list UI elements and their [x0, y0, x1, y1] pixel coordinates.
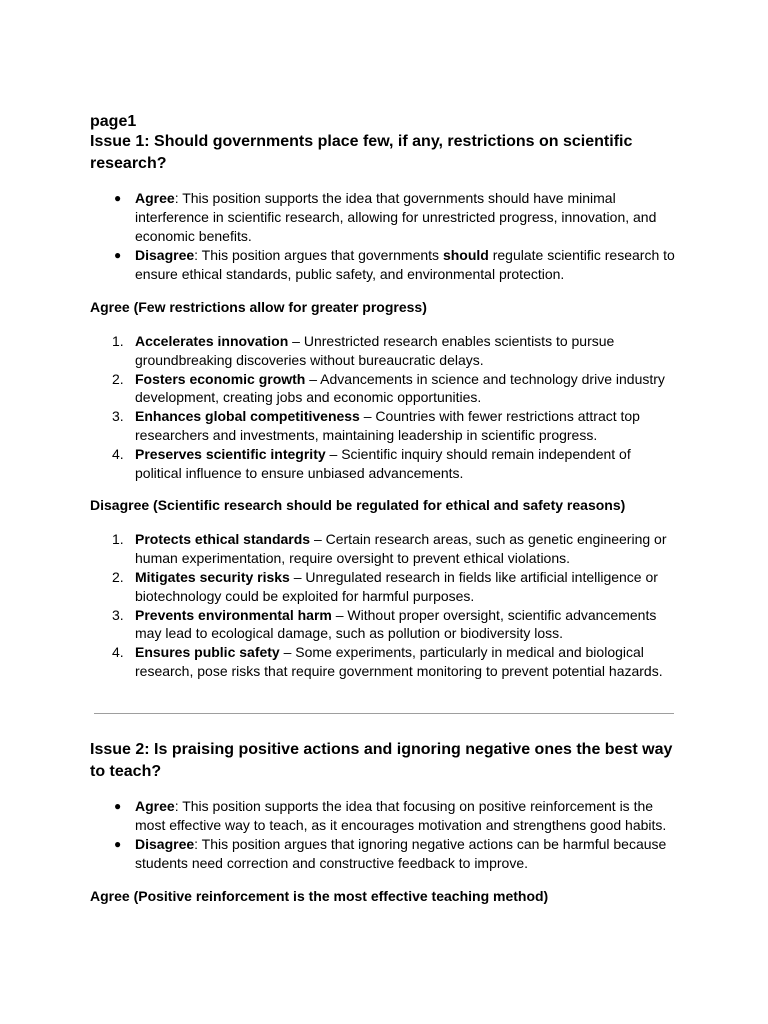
issue-2-section [90, 739, 680, 905]
point-text: – Unregulated research in fields like artificial intelligence or biotechnology could be exploited for harmful purposes. [135, 568, 658, 604]
point-title: Ensures public safety [135, 644, 280, 661]
bullet-icon: ● [114, 248, 122, 262]
point-title: Mitigates security risks [135, 568, 290, 585]
point-text: – Scientific inquiry should remain independent of political influence to ensure unbiased advancements. [135, 445, 631, 481]
issue-1-position-disagree [90, 246, 680, 284]
issue-1-agree-list [90, 332, 680, 482]
position-text: : This position argues that ignoring negative actions can be harmful because students need correction and constructive feedback to improve. [135, 836, 667, 871]
list-number: 1. [112, 531, 124, 548]
list-number: 3. [112, 606, 124, 623]
issue-1-title: Issue 1: Should governments place few, if any, restrictions on scientific research? [90, 133, 633, 172]
point-text: – Countries with fewer restrictions attract top researchers and investments, maintaining leadership in scientific progress. [135, 408, 640, 443]
list-item [90, 568, 680, 606]
list-number: 1. [112, 333, 124, 349]
position-text-end: regulate scientific research to ensure ethical standards, public safety, and environmental protection. [135, 247, 675, 282]
issue-2-position-disagree [90, 835, 680, 873]
position-text: : This position supports the idea that focusing on positive reinforcement is the most effective way to teach, as it encourages motivation and strengthens good habits. [135, 798, 667, 833]
list-number: 4. [112, 445, 124, 462]
position-text: : This position argues that governments [194, 247, 443, 263]
list-number: 2. [112, 568, 124, 585]
issue-1-disagree-heading: Disagree (Scientific research should be regulated for ethical and safety reasons) [90, 497, 626, 514]
point-text: – Unrestricted research enables scientists to pursue groundbreaking discoveries without bureaucratic delays. [135, 333, 615, 368]
position-label: Agree [135, 190, 175, 206]
point-title: Enhances global competitiveness [135, 408, 360, 425]
list-number: 3. [112, 408, 124, 425]
issue-2-position-agree [90, 797, 680, 835]
point-title: Fosters economic growth [135, 370, 306, 387]
section-divider [94, 713, 674, 714]
issue-1-positions [90, 189, 680, 284]
position-label: Agree [135, 798, 175, 814]
point-text: – Some experiments, particularly in medical and biological research, pose risks that require government monitoring to prevent potential hazards. [135, 644, 663, 679]
point-title: Accelerates innovation [135, 333, 289, 349]
point-title: Protects ethical standards [135, 531, 311, 548]
point-title: Preserves scientific integrity [135, 445, 326, 462]
document-page [90, 112, 680, 681]
issue-1-agree-heading: Agree (Few restrictions allow for greater progress) [90, 299, 427, 315]
position-label: Disagree [135, 247, 195, 263]
page-label: page1 [90, 113, 137, 130]
point-text: – Advancements in science and technology drive industry development, creating jobs and economic opportunities. [135, 370, 665, 406]
position-emphasis: should [442, 247, 489, 263]
issue-2-positions [90, 797, 680, 873]
point-text: – Without proper oversight, scientific advancements may lead to ecological damage, such as pollution or biodiversity loss. [135, 606, 657, 642]
list-number: 2. [112, 370, 124, 387]
list-item [90, 332, 680, 370]
list-item [90, 407, 680, 445]
issue-2-agree-heading: Agree (Positive reinforcement is the most effective teaching method) [90, 888, 549, 904]
position-label: Disagree [135, 836, 195, 852]
issue-1-position-agree [90, 189, 680, 246]
list-item [90, 606, 680, 644]
list-item [90, 370, 680, 408]
list-item [90, 445, 680, 483]
bullet-icon: ● [114, 191, 122, 205]
bullet-icon: ● [114, 837, 122, 851]
point-title: Prevents environmental harm [135, 606, 332, 623]
list-item [90, 530, 680, 568]
bullet-icon: ● [114, 799, 122, 813]
list-item [90, 643, 680, 681]
point-text: – Certain research areas, such as genetic engineering or human experimentation, require oversight to prevent ethical violations. [135, 531, 667, 567]
issue-2-title: Issue 2: Is praising positive actions and ignoring negative ones the best way to teach? [90, 741, 673, 780]
list-number: 4. [112, 644, 124, 661]
position-text: : This position supports the idea that governments should have minimal interference in scientific research, allowing for unrestricted progress, innovation, and economic benefits. [135, 190, 657, 244]
issue-1-disagree-list [90, 530, 680, 680]
